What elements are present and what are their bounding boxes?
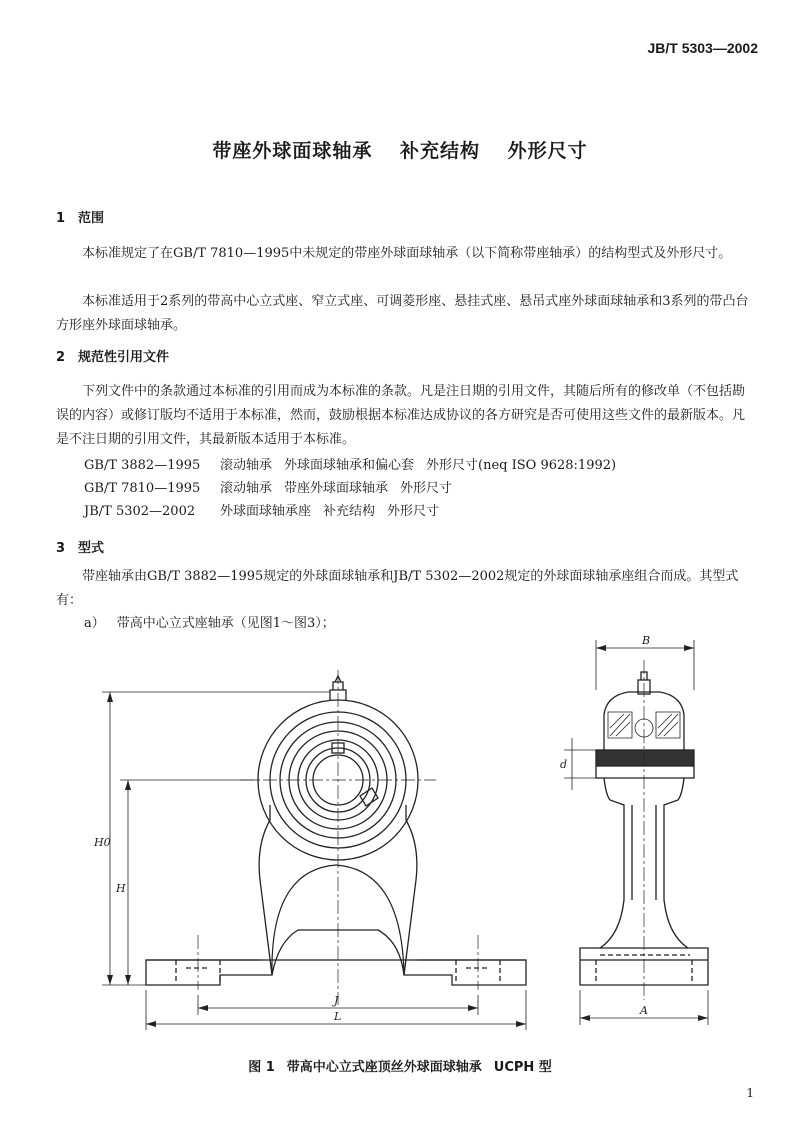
reference-title-1: 滚动轴承 [220, 458, 273, 473]
standard-code: JB/T 5303—2002 [647, 40, 758, 56]
figure-model: UCPH 型 [493, 1060, 552, 1075]
section-number: 3 [56, 541, 66, 556]
dim-label-b: B [642, 634, 651, 647]
title-part-1: 带座外球面球轴承 [212, 140, 373, 162]
dim-label-j: J [334, 994, 339, 1007]
list-item [84, 612, 335, 631]
section-3-heading [56, 537, 104, 556]
dim-label-h0: H0 [94, 836, 111, 849]
dim-label-h: H [116, 882, 126, 895]
section-2-heading [56, 346, 169, 365]
figure-caption [0, 1056, 800, 1075]
page-number: 1 [746, 1086, 754, 1100]
section-1-heading [56, 207, 104, 226]
reference-code: GB/T 3882—1995 [84, 458, 201, 473]
reference-title-2: 补充结构 [323, 504, 376, 519]
list-item-label: a） [84, 616, 105, 631]
reference-code: GB/T 7810—1995 [84, 481, 201, 496]
reference-item [84, 500, 439, 519]
reference-title-3: 外形尺寸 [400, 481, 453, 496]
section-title: 规范性引用文件 [78, 350, 170, 365]
section-number: 1 [56, 211, 66, 226]
section-3-paragraph-1: 带座轴承由GB/T 3882—1995规定的外球面球轴承和JB/T 5302—2002规定的外球面球轴承座组合而成。其型式有： [56, 569, 739, 608]
list-item-text: 带高中心立式座轴承（见图1～图3）； [116, 616, 335, 631]
reference-title-1: 滚动轴承 [220, 481, 273, 496]
document-title [0, 136, 800, 163]
reference-code: JB/T 5302—2002 [84, 504, 196, 519]
reference-title-1: 外球面球轴承座 [220, 504, 312, 519]
figure-title: 带高中心立式座顶丝外球面球轴承 [286, 1060, 482, 1075]
dim-label-d: d [560, 758, 568, 771]
reference-item [84, 477, 452, 496]
section-1-paragraph-1: 本标准规定了在GB/T 7810—1995中未规定的带座外球面球轴承（以下简称带座轴承）的结构型式及外形尺寸。 [82, 246, 732, 261]
section-title: 范围 [78, 211, 105, 226]
section-title: 型式 [78, 541, 105, 556]
reference-title-3: 外形尺寸(neq ISO 9628:1992) [426, 458, 617, 473]
figure-number: 图 1 [248, 1060, 275, 1075]
reference-title-2: 带座外球面球轴承 [284, 481, 389, 496]
figure-1-drawing [80, 630, 730, 1030]
section-2-paragraph-1: 下列文件中的条款通过本标准的引用而成为本标准的条款。凡是注日期的引用文件，其随后所有的修改单（不包括勘误的内容）或修订版均不适用于本标准，然而，鼓励根据本标准达成协议的各方研究是否可使用这些文件的最新版本。凡是不注日期的引用文件，其最新版本适用于本标准。 [56, 384, 746, 447]
reference-item [84, 454, 616, 473]
reference-title-2: 外球面球轴承和偏心套 [284, 458, 415, 473]
reference-title-3: 外形尺寸 [387, 504, 440, 519]
title-part-2: 补充结构 [399, 140, 480, 162]
title-part-3: 外形尺寸 [507, 140, 588, 162]
dim-label-l: L [334, 1010, 342, 1023]
dim-label-a: A [640, 1004, 648, 1017]
section-1-paragraph-2: 本标准适用于2系列的带高中心立式座、窄立式座、可调菱形座、悬挂式座、悬吊式座外球面球轴承和3系列的带凸台方形座外球面球轴承。 [56, 294, 749, 333]
section-number: 2 [56, 350, 66, 365]
